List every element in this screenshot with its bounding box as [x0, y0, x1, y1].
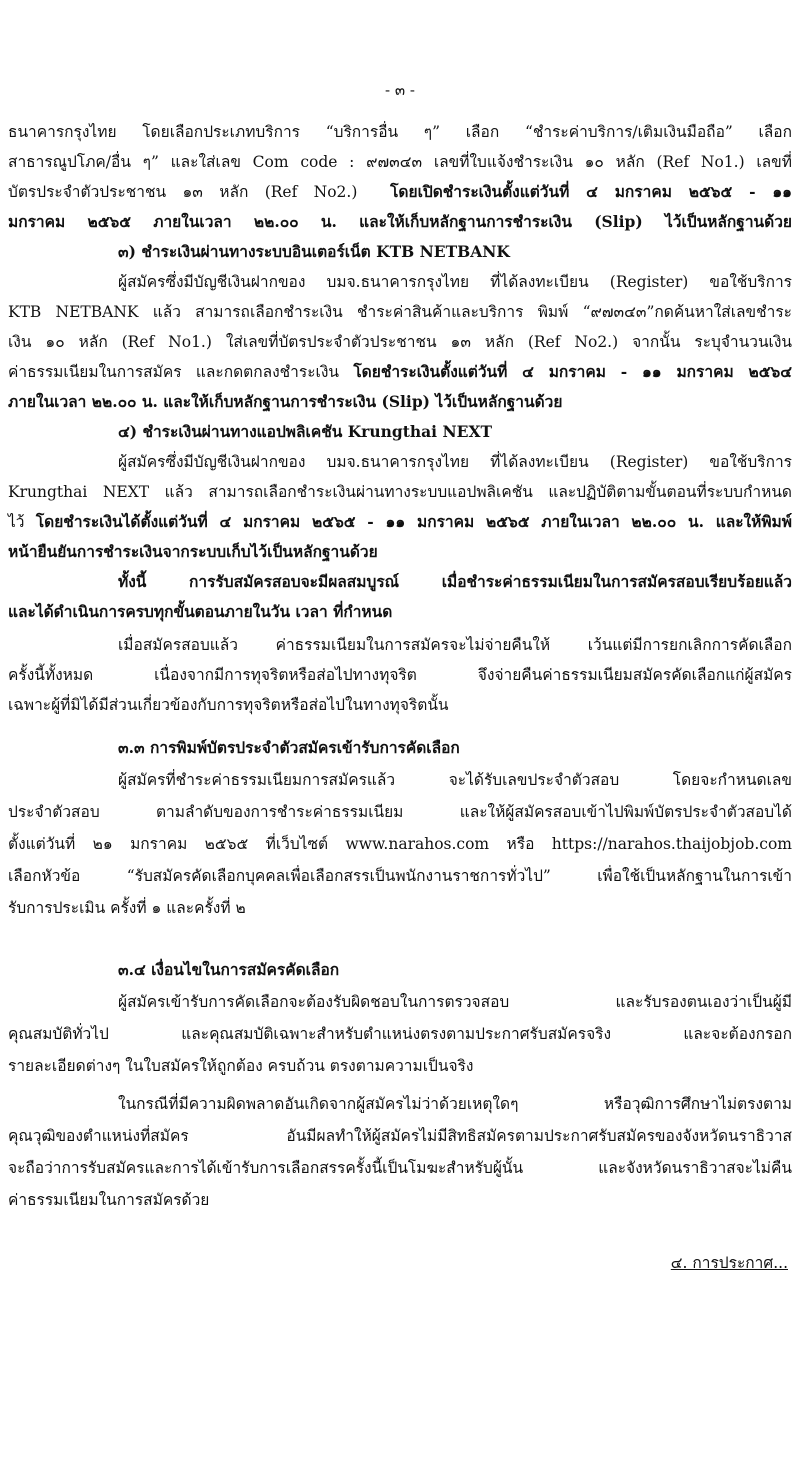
text-line: ผู้สมัครซึ่งมีบัญชีเงินฝากของ บมจ.ธนาคารกรุงไทย ที่ได้ลงทะเบียน (Register) ขอใช้บริการ: [118, 273, 792, 291]
text-line: เงิน ๑๐ หลัก (Ref No1.) ใส่เลขที่บัตรประจำตัวประชาชน ๑๓ หลัก (Ref No2.) จากนั้น ระบุจำนวนเงิน: [8, 333, 792, 351]
text-line: ธนาคารกรุงไทย โดยเลือกประเภทบริการ “บริการอื่น ๆ” เลือก “ชำระค่าบริการ/เติมเงินมือถือ” เลือก: [8, 123, 792, 141]
text-line: คุณสมบัติทั่วไป และคุณสมบัติเฉพาะสำหรับตำแหน่งตรงตามประกาศรับสมัครจริง และจะต้องกรอก: [8, 1025, 792, 1043]
text-line-bold: และได้ดำเนินการครบทุกขั้นตอนภายในวัน เวลา ที่กำหนด: [8, 602, 393, 621]
text-line: รับการประเมิน ครั้งที่ ๑ และครั้งที่ ๒: [8, 899, 246, 917]
text-line: คุณวุฒิของตำแหน่งที่สมัคร อันมีผลทำให้ผู้สมัครไม่มีสิทธิสมัครตามประกาศรับสมัครของจังหวัดนราธิวาส: [8, 1127, 792, 1145]
text-line-bold: มกราคม ๒๕๖๕ ภายในเวลา ๒๒.๐๐ น. และให้เก็บหลักฐานการชำระเงิน (Slip) ไว้เป็นหลักฐานด้วย: [8, 212, 792, 231]
text-line-bold: ภายในเวลา ๒๒.๐๐ น. และให้เก็บหลักฐานการชำระเงิน (Slip) ไว้เป็นหลักฐานด้วย: [8, 392, 563, 411]
text-line: ผู้สมัครซึ่งมีบัญชีเงินฝากของ บมจ.ธนาคารกรุงไทย ที่ได้ลงทะเบียน (Register) ขอใช้บริการ: [118, 453, 792, 471]
text-line: สาธารณูปโภค/อื่น ๆ” และใส่เลข Com code : ๙๗๓๔๓ เลขที่ใบแจ้งชำระเงิน ๑๐ หลัก (Ref No1.) เลขที่: [8, 153, 792, 171]
text-line: ประจำตัวสอบ ตามลำดับของการชำระค่าธรรมเนียม และให้ผู้สมัครสอบเข้าไปพิมพ์บัตรประจำตัวสอบได้: [8, 803, 792, 821]
text-line: เลือกหัวข้อ “รับสมัครคัดเลือกบุคคลเพื่อเลือกสรรเป็นพนักงานราชการทั่วไป” เพื่อใช้เป็นหลักฐานในการเข้า: [8, 867, 792, 885]
section-3-3-heading: ๓.๓ การพิมพ์บัตรประจำตัวสมัครเข้ารับการคัดเลือก: [118, 738, 460, 757]
text-line: จะถือว่าการรับสมัครและการได้เข้ารับการเลือกสรรครั้งนี้เป็นโมฆะสำหรับผู้นั้น และจังหวัดนราธิวาสจะไม่คืน: [8, 1159, 792, 1177]
text-span: ค่าธรรมเนียมในการสมัคร และกดตกลงชำระเงิน: [8, 363, 339, 381]
text-line: ค่าธรรมเนียมในการสมัครด้วย: [8, 1191, 210, 1209]
text-line-bold: ทั้งนี้ การรับสมัครสอบจะมีผลสมบูรณ์ เมื่อชำระค่าธรรมเนียมในการสมัครสอบเรียบร้อยแล้ว: [118, 572, 792, 591]
text-line: ในกรณีที่มีความผิดพลาดอันเกิดจากผู้สมัครไม่ว่าด้วยเหตุใดๆ หรือวุฒิการศึกษาไม่ตรงตาม: [118, 1095, 792, 1113]
text-line: [8, 507, 792, 537]
page-number: - ๓ -: [385, 81, 415, 99]
text-line: เมื่อสมัครสอบแล้ว ค่าธรรมเนียมในการสมัครจะไม่จ่ายคืนให้ เว้นแต่มีการยกเลิกการคัดเลือก: [118, 636, 792, 654]
text-line: ตั้งแต่วันที่ ๒๑ มกราคม ๒๕๖๕ ที่เว็บไซต์ www.narahos.com หรือ https://narahos.thaijobjob.com: [8, 835, 792, 853]
text-line: เฉพาะผู้ที่มิได้มีส่วนเกี่ยวข้องกับการทุจริตหรือส่อไปในทางทุจริตนั้น: [8, 696, 449, 714]
bold-span: โดยเปิดชำระเงินตั้งแต่วันที่ ๔ มกราคม ๒๕๖๕ - ๑๑: [390, 182, 793, 201]
text-line: [8, 357, 792, 387]
section-3-4-heading: ๓.๔ เงื่อนไขในการสมัครคัดเลือก: [118, 960, 340, 979]
bold-span: โดยชำระเงินได้ตั้งแต่วันที่ ๔ มกราคม ๒๕๖๕ - ๑๑ มกราคม ๒๕๖๕ ภายในเวลา ๒๒.๐๐ น. และให้พิมพ์: [35, 512, 792, 531]
text-span: บัตรประจำตัวประชาชน ๑๓ หลัก (Ref No2.): [8, 183, 358, 201]
text-line: ครั้งนี้ทั้งหมด เนื่องจากมีการทุจริตหรือส่อไปทางทุจริต จึงจ่ายคืนค่าธรรมเนียมสมัครคัดเลือกแก่ผู้สมัคร: [8, 666, 792, 684]
item3-heading: ๓) ชำระเงินผ่านทางระบบอินเตอร์เน็ต KTB NETBANK: [118, 242, 510, 261]
text-span: ไว้: [8, 513, 25, 531]
text-line: ผู้สมัครที่ชำระค่าธรรมเนียมการสมัครแล้ว จะได้รับเลขประจำตัวสอบ โดยจะกำหนดเลข: [118, 771, 792, 789]
text-line: Krungthai NEXT แล้ว สามารถเลือกชำระเงินผ่านทางระบบแอปพลิเคชัน และปฏิบัติตามขั้นตอนที่ระบบกำหนด: [8, 483, 792, 501]
item4-heading: ๔) ชำระเงินผ่านทางแอปพลิเคชัน Krungthai NEXT: [118, 422, 493, 441]
text-line: [8, 177, 792, 207]
text-line: รายละเอียดต่างๆ ในใบสมัครให้ถูกต้อง ครบถ้วน ตรงตามความเป็นจริง: [8, 1057, 474, 1075]
text-line: KTB NETBANK แล้ว สามารถเลือกชำระเงิน ชำระค่าสินค้าและบริการ พิมพ์ “๙๗๓๔๓”กดค้นหาใส่เลขชำระ: [8, 303, 792, 321]
next-page-hint: ๔. การประกาศ...: [670, 1254, 788, 1272]
bold-span: โดยชำระเงินตั้งแต่วันที่ ๔ มกราคม - ๑๑ มกราคม ๒๕๖๔: [353, 362, 792, 381]
text-line: ผู้สมัครเข้ารับการคัดเลือกจะต้องรับผิดชอบในการตรวจสอบ และรับรองตนเองว่าเป็นผู้มี: [118, 993, 792, 1011]
text-line-bold: หน้ายืนยันการชำระเงินจากระบบเก็บไว้เป็นหลักฐานด้วย: [8, 542, 378, 561]
